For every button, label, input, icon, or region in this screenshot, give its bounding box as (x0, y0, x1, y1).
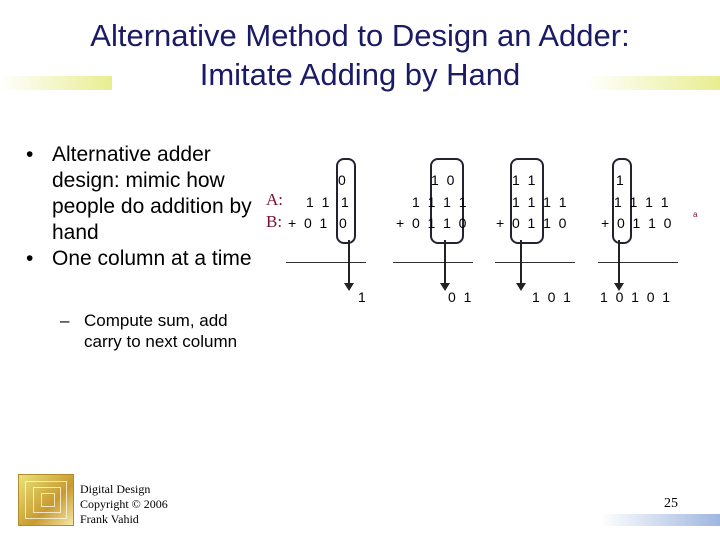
step-4-sum: 1 0 1 0 1 (600, 289, 671, 305)
step-2-b: + 0 1 1 0 (396, 215, 467, 231)
bullet-text: Alternative adder design: mimic how people do addition by hand (52, 143, 252, 244)
title-line-2: Imitate Adding by Hand (199, 57, 521, 92)
footer-line-3: Frank Vahid (80, 512, 139, 526)
sum-rule (495, 262, 575, 263)
sum-rule (393, 262, 473, 263)
step-4-b: + 0 1 1 0 (601, 215, 672, 231)
step-3-a: 1 1 1 1 (512, 194, 567, 210)
step-2-sum: 0 1 (448, 289, 472, 305)
step-3-sum: 1 0 1 (532, 289, 571, 305)
footer-line-2: Copyright © 2006 (80, 497, 168, 511)
arrow-down-icon (348, 240, 350, 284)
arrow-down-icon (618, 240, 620, 284)
step-4-a: 1 1 1 1 (614, 194, 669, 210)
arrow-down-icon (444, 240, 446, 284)
step-3-carry: 1 1 (512, 172, 536, 188)
label-a: A: (266, 190, 283, 209)
step-1-sum: 1 (358, 289, 366, 305)
step-1-carry: 0 (338, 172, 346, 188)
footer-credits (80, 482, 168, 527)
label-b: B: (266, 212, 283, 231)
step-2-a: 1 1 1 1 (412, 194, 467, 210)
title-line-1: Alternative Method to Design an Adder: (90, 18, 630, 53)
step-1-b: + 0 1 0 (288, 215, 347, 231)
bullet-text: One column at a time (52, 247, 252, 270)
footer-line-1: Digital Design (80, 482, 151, 496)
step-2-carry: 1 0 (431, 172, 455, 188)
sub-bullet-text: Compute sum, add carry to next column (84, 311, 238, 351)
step-3-b: + 0 1 1 0 (496, 215, 567, 231)
arrow-down-icon (520, 240, 522, 284)
bullet-marker: • (26, 143, 34, 166)
page-number: 25 (664, 496, 678, 511)
step-1-a: 1 1 1 (306, 194, 349, 210)
bullet-marker: • (26, 247, 34, 270)
sum-rule (286, 262, 366, 263)
book-logo-icon (18, 474, 74, 526)
step-4-carry: 1 (616, 172, 624, 188)
sum-rule (598, 262, 678, 263)
footer-accent-bar (600, 514, 720, 526)
sub-bullet-marker: – (60, 311, 70, 330)
tiny-mark: a (693, 210, 698, 219)
